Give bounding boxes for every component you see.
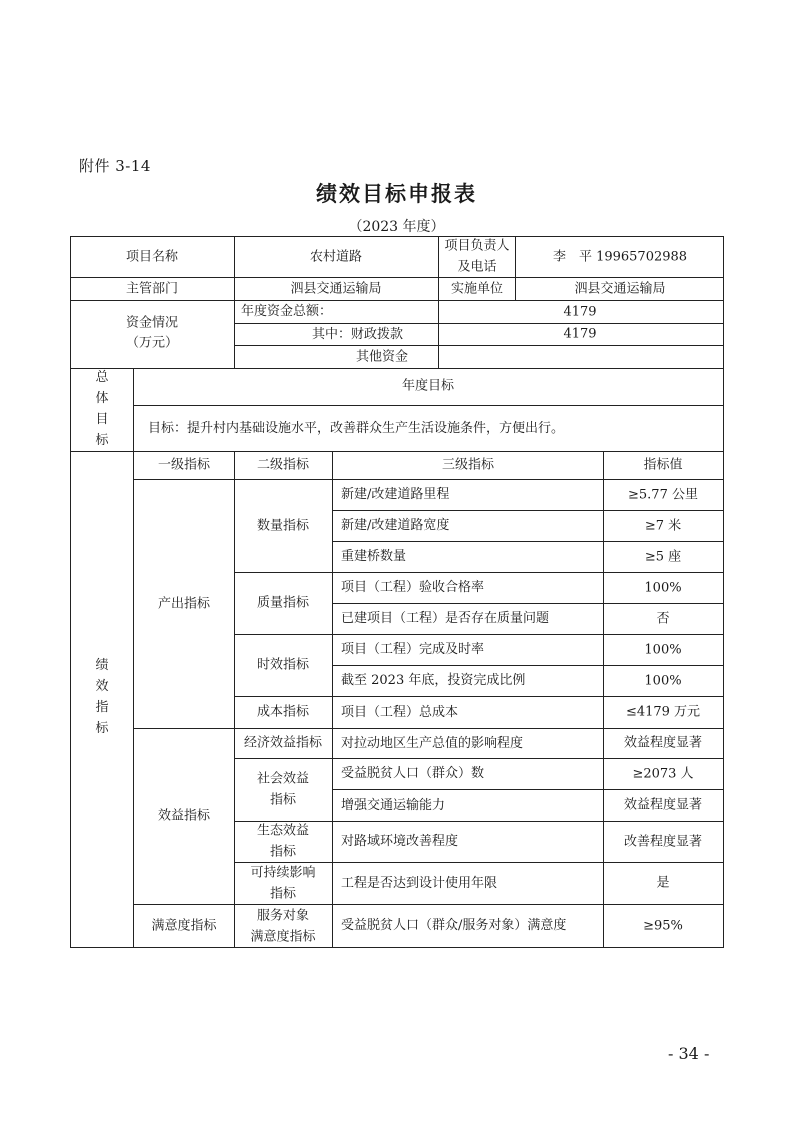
indicator-row-value: 改善程度显著 bbox=[623, 834, 703, 850]
indicator-row-name: 重建桥数量 bbox=[341, 549, 407, 564]
indicator-row-name: 对拉动地区生产总值的影响程度 bbox=[341, 736, 524, 751]
indicator-row-name: 截至 2023 年底，投资完成比例 bbox=[341, 673, 526, 688]
indicator-row-value: 否 bbox=[656, 611, 670, 627]
project-name-value: 农村道路 bbox=[309, 249, 363, 265]
indicator-row-value: ≥95% bbox=[643, 918, 683, 934]
economic-indicator-label: 经济效益指标 bbox=[243, 735, 323, 751]
sustain-indicator-label-line1: 可持续影响 bbox=[250, 865, 316, 881]
funds-label-line2: （万元） bbox=[125, 335, 179, 351]
indicator-row-name: 受益脱贫人口（群众/服务对象）满意度 bbox=[341, 918, 567, 933]
funds-total-value: 4179 bbox=[563, 304, 597, 320]
annual-goal-text: 目标：提升村内基础设施水平，改善群众生产生活设施条件，方便出行。 bbox=[148, 421, 565, 436]
funds-label-line1: 资金情况 bbox=[125, 315, 179, 331]
leader-value: 李 平 19965702988 bbox=[552, 249, 688, 265]
funds-other-label: 其他资金 bbox=[355, 349, 409, 365]
indicator-row-name: 新建/改建道路里程 bbox=[341, 487, 450, 502]
indicator-row-name: 增强交通运输能力 bbox=[341, 798, 446, 813]
satisfaction-indicator-label: 满意度指标 bbox=[151, 918, 217, 934]
col-level2-header: 二级指标 bbox=[256, 457, 310, 473]
indicator-row-name: 工程是否达到设计使用年限 bbox=[341, 876, 498, 891]
indicators-side-label: 绩效指标 bbox=[95, 658, 109, 736]
indicator-row-value: 100% bbox=[644, 673, 682, 689]
funds-fiscal-value: 4179 bbox=[563, 326, 597, 342]
service-indicator-label-line1: 服务对象 bbox=[256, 908, 310, 924]
quantity-indicator-label: 数量指标 bbox=[256, 518, 310, 534]
dept-label: 主管部门 bbox=[125, 281, 179, 297]
social-indicator-label-line2: 指标 bbox=[269, 792, 297, 808]
eco-indicator-label-line1: 生态效益 bbox=[256, 823, 310, 839]
funds-fiscal-label: 其中：财政拨款 bbox=[312, 327, 404, 342]
indicator-row-name: 新建/改建道路宽度 bbox=[341, 518, 450, 533]
impl-label: 实施单位 bbox=[450, 281, 504, 297]
form-title: 绩效目标申报表 bbox=[316, 181, 477, 206]
indicator-row-value: ≥5.77 公里 bbox=[628, 487, 698, 503]
indicator-row-name: 已建项目（工程）是否存在质量问题 bbox=[341, 611, 550, 626]
indicator-row-value: ≥5 座 bbox=[644, 549, 682, 565]
col-value-header: 指标值 bbox=[643, 457, 683, 473]
indicator-row-name: 项目（工程）验收合格率 bbox=[341, 580, 485, 595]
indicator-row-name: 项目（工程）总成本 bbox=[341, 705, 459, 720]
overall-goal-side-label: 总体目标 bbox=[95, 370, 109, 448]
indicator-row-name: 受益脱贫人口（群众）数 bbox=[341, 766, 485, 781]
service-indicator-label-line2: 满意度指标 bbox=[250, 929, 316, 945]
indicator-row-value: 效益程度显著 bbox=[623, 797, 703, 813]
form-year: （2023 年度） bbox=[348, 219, 445, 235]
dept-value: 泗县交通运输局 bbox=[290, 281, 382, 297]
indicator-row-name: 项目（工程）完成及时率 bbox=[341, 642, 485, 657]
eco-indicator-label-line2: 指标 bbox=[269, 844, 297, 860]
cost-indicator-label: 成本指标 bbox=[256, 704, 310, 720]
attachment-label: 附件 3-14 bbox=[79, 157, 151, 175]
indicator-row-value: ≤4179 万元 bbox=[625, 704, 701, 720]
page-number: - 34 - bbox=[668, 1044, 710, 1063]
quality-indicator-label: 质量指标 bbox=[256, 595, 310, 611]
indicator-row-value: 100% bbox=[644, 580, 682, 596]
indicator-row-value: 是 bbox=[656, 875, 670, 891]
annual-goal-header: 年度目标 bbox=[401, 378, 455, 394]
timeliness-indicator-label: 时效指标 bbox=[256, 657, 310, 673]
social-indicator-label-line1: 社会效益 bbox=[256, 771, 310, 787]
leader-label-line2: 及电话 bbox=[457, 259, 497, 275]
col-level1-header: 一级指标 bbox=[157, 457, 211, 473]
indicator-row-value: 100% bbox=[644, 642, 682, 658]
output-indicator-label: 产出指标 bbox=[157, 596, 211, 612]
sustain-indicator-label-line2: 指标 bbox=[269, 886, 297, 902]
indicator-row-value: ≥7 米 bbox=[644, 518, 682, 534]
indicator-row-value: 效益程度显著 bbox=[623, 735, 703, 751]
impl-value: 泗县交通运输局 bbox=[574, 281, 666, 297]
leader-label-line1: 项目负责人 bbox=[444, 238, 510, 254]
indicator-row-name: 对路域环境改善程度 bbox=[341, 834, 459, 849]
funds-total-label: 年度资金总额： bbox=[241, 304, 333, 319]
col-level3-header: 三级指标 bbox=[441, 457, 495, 473]
project-name-label: 项目名称 bbox=[125, 249, 179, 265]
indicator-row-value: ≥2073 人 bbox=[632, 766, 694, 782]
benefit-indicator-label: 效益指标 bbox=[157, 808, 211, 824]
